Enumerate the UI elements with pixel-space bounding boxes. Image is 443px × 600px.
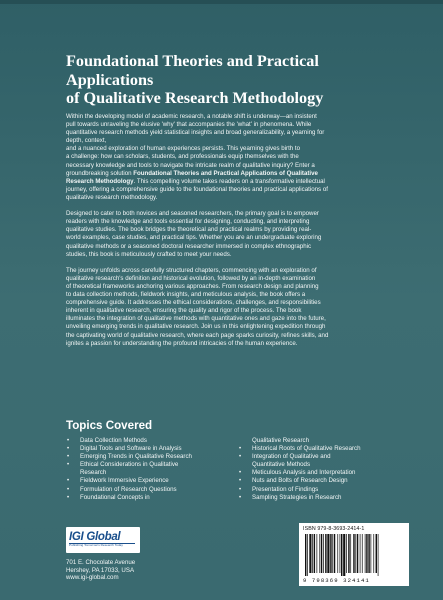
isbn-barcode xyxy=(299,523,409,586)
barcode-bar xyxy=(321,534,322,573)
text-line: unveiling emerging trends in qualitative research. Join us in this enlightening expedition through xyxy=(66,323,326,331)
bullet-icon: • xyxy=(239,494,242,501)
address-line: 701 E. Chocolate Avenue xyxy=(66,559,136,566)
barcode-bar xyxy=(355,534,356,573)
topics-heading: Topics Covered xyxy=(66,419,153,432)
barcode-bar xyxy=(368,534,369,573)
text-line: qualitative research's definition and historical evolution, followed by an in-depth examination xyxy=(66,274,316,282)
topic-item xyxy=(66,445,236,453)
title-line: Applications xyxy=(66,70,154,89)
topic-label: Presentation of Findings xyxy=(252,485,319,493)
address-line: Hershey, PA 17033, USA xyxy=(66,566,135,574)
barcode-bar xyxy=(314,534,315,573)
text-line: The journey unfolds across carefully structured chapters, commencing with an exploration of xyxy=(66,266,317,274)
text-line: studies, this book is meticulously crafted to meet your needs. xyxy=(66,250,232,258)
text-line: inherent in qualitative research, ensuring the quality and rigor of the process. The book xyxy=(66,307,302,315)
text-line: depth, context, xyxy=(66,137,107,145)
publisher-address xyxy=(66,559,135,582)
barcode-digits: 9 798369 324141 xyxy=(303,577,370,584)
title-line: of Qualitative Research Methodology xyxy=(66,89,324,107)
bullet-icon: • xyxy=(67,438,70,444)
address-line: www.igi-global.com xyxy=(66,574,119,582)
text-line: a challenge: how can scholars, students, and professionals equip themselves with the xyxy=(66,153,299,161)
description-paragraph-2 xyxy=(66,210,392,259)
topic-label: Emerging Trends in Qualitative Research xyxy=(80,453,192,461)
topic-item xyxy=(238,477,408,485)
text-line: qualitative research methodology. xyxy=(66,193,158,201)
topic-label: Fieldwork Immersive Experience xyxy=(80,477,169,485)
text-line: journey, offering a comprehensive guide to the foundational theories and practical applications of xyxy=(66,185,328,193)
barcode-bar xyxy=(343,534,345,576)
topic-item xyxy=(238,494,408,502)
topic-label: Foundational Concepts in xyxy=(80,493,150,501)
barcode-bar xyxy=(341,534,342,576)
text-line: pull towards unraveling the elusive 'why' that accompanies the 'what' in phenomena. While xyxy=(66,121,312,129)
topic-item xyxy=(66,486,236,494)
description-paragraph-3 xyxy=(66,267,392,348)
barcode-bar xyxy=(305,534,306,576)
cover-top-edge xyxy=(0,0,443,4)
text-line: and a nuanced exploration of human experiences persists. This yearning gives birth to xyxy=(66,145,301,153)
topic-item xyxy=(66,494,236,502)
publisher-tagline: Publishing Tomorrow's Research Today xyxy=(69,543,123,547)
topic-label: Ethical Considerations in Qualitative xyxy=(80,461,179,469)
text-line: Designed to cater to both novices and seasoned researchers, the primary goal is to empower xyxy=(66,210,319,218)
topic-label: Data Collection Methods xyxy=(80,437,147,444)
barcode-bar xyxy=(334,534,335,573)
barcode-bar xyxy=(371,534,372,573)
text-line: Within the developing model of academic research, a notable shift is underway—an insistent xyxy=(66,113,317,120)
title-line: Foundational Theories and Practical xyxy=(66,52,319,70)
barcode-bar xyxy=(323,534,324,573)
text-line: illuminates the integration of qualitative methods with quantitative ones and gaze into the future, xyxy=(66,315,326,323)
topic-item xyxy=(66,461,236,469)
topic-item xyxy=(238,469,408,477)
barcode-bar xyxy=(373,534,374,573)
topic-label: Sampling Strategies in Research xyxy=(252,493,342,501)
topic-label: Research xyxy=(80,469,107,477)
topic-label: Formulation of Research Questions xyxy=(80,485,177,493)
topic-item xyxy=(238,437,408,445)
bullet-icon: • xyxy=(239,486,242,493)
text-line: comprehensive guide. It addresses the ethical considerations, challenges, and responsibilities xyxy=(66,299,321,307)
text-line xyxy=(66,178,392,186)
barcode-bar xyxy=(330,534,331,573)
barcode-bar xyxy=(350,534,351,573)
barcode-bar xyxy=(312,534,313,573)
barcode-bar xyxy=(346,534,347,573)
bullet-icon: • xyxy=(239,454,242,461)
publisher-logo-wordmark: IGI Global xyxy=(69,531,121,543)
topic-label: Integration of Qualitative and xyxy=(252,453,331,461)
bullet-icon: • xyxy=(67,446,70,453)
bullet-icon: • xyxy=(67,478,70,485)
bullet-icon: • xyxy=(67,486,70,493)
text-line: necessary knowledge and tools to navigate the intricate realm of qualitative inquiry? Enter a xyxy=(66,161,315,169)
text-fragment: groundbreaking solution xyxy=(66,169,134,177)
book-title xyxy=(66,52,396,108)
text-line: qualitative methods or a seasoned doctoral researcher immersed in complex ethnographic xyxy=(66,242,312,250)
book-title-inline: Research Methodology xyxy=(66,177,134,185)
bullet-icon: • xyxy=(239,478,242,485)
barcode-bar xyxy=(307,534,308,576)
bullet-icon: • xyxy=(67,462,70,469)
barcode-bar xyxy=(376,534,377,573)
barcode-bar xyxy=(337,534,338,573)
text-fragment: . This compelling volume takes readers on a transformative intellectual xyxy=(133,177,325,185)
barcode-bar xyxy=(357,534,358,573)
barcode-bar xyxy=(332,534,333,573)
topic-item xyxy=(238,486,408,494)
text-line: world examples, case studies, and practical tips. Whether you are an undergraduate exploring xyxy=(66,234,322,242)
bullet-icon: • xyxy=(67,494,70,501)
isbn-number: ISBN 979-8-3693-2414-1 xyxy=(303,526,365,532)
barcode-bar xyxy=(327,534,329,573)
topic-label: Quantitative Methods xyxy=(252,461,311,469)
barcode-icon xyxy=(303,534,405,576)
text-line: ignites a passion for understanding the profound intricacies of the human experience. xyxy=(66,339,298,347)
topic-label: Historical Roots of Qualitative Research xyxy=(252,445,361,453)
barcode-bar xyxy=(317,534,318,573)
barcode-bar xyxy=(348,534,349,573)
book-description xyxy=(66,113,392,356)
barcode-bar xyxy=(365,534,366,573)
barcode-bar xyxy=(378,534,379,576)
topics-list-left xyxy=(66,437,236,502)
topic-item xyxy=(66,469,236,477)
barcode-bar xyxy=(340,534,341,573)
topic-label: Nuts and Bolts of Research Design xyxy=(252,477,348,485)
text-line xyxy=(66,170,392,178)
barcode-bar xyxy=(309,534,311,573)
barcode-bar xyxy=(319,534,320,573)
topic-item xyxy=(238,453,408,461)
text-line: quantitative research methods yield statistical insights and broad generalizability, a yearning for xyxy=(66,129,325,137)
publisher-logo xyxy=(66,527,140,553)
barcode-bar xyxy=(362,534,363,573)
text-line: readers with the knowledge and tools essential for designing, conducting, and interpreting xyxy=(66,218,310,226)
topic-item xyxy=(238,461,408,469)
bullet-icon: • xyxy=(239,470,242,477)
text-line: qualitative studies. The book bridges the theoretical and practical realms by providing real- xyxy=(66,226,312,234)
barcode-bar xyxy=(360,534,361,573)
book-title-inline: Foundational Theories and Practical Applications of Qualitative xyxy=(133,169,318,177)
text-line: of theoretical frameworks anchoring various approaches. From research design and planning xyxy=(66,282,319,290)
barcode-bar xyxy=(366,534,367,573)
topics-list-right xyxy=(238,437,408,502)
topic-label: Digital Tools and Software in Analysis xyxy=(80,445,182,453)
text-line: to data collection methods, fieldwork insights, and meticulous analysis, the book offers a xyxy=(66,291,306,299)
bullet-icon: • xyxy=(239,446,242,453)
barcode-bar xyxy=(353,534,354,573)
topic-item xyxy=(66,437,236,445)
description-paragraph-1 xyxy=(66,113,392,202)
topic-item xyxy=(66,453,236,461)
topic-label: Meticulous Analysis and Interpretation xyxy=(252,469,356,477)
topic-label: Qualitative Research xyxy=(252,437,309,444)
barcode-bar xyxy=(325,534,326,573)
topic-item xyxy=(238,445,408,453)
text-line: the captivating world of qualitative research, where each page sparks curiosity, refines skills, and xyxy=(66,331,329,339)
topic-item xyxy=(66,477,236,485)
bullet-icon: • xyxy=(67,454,70,461)
